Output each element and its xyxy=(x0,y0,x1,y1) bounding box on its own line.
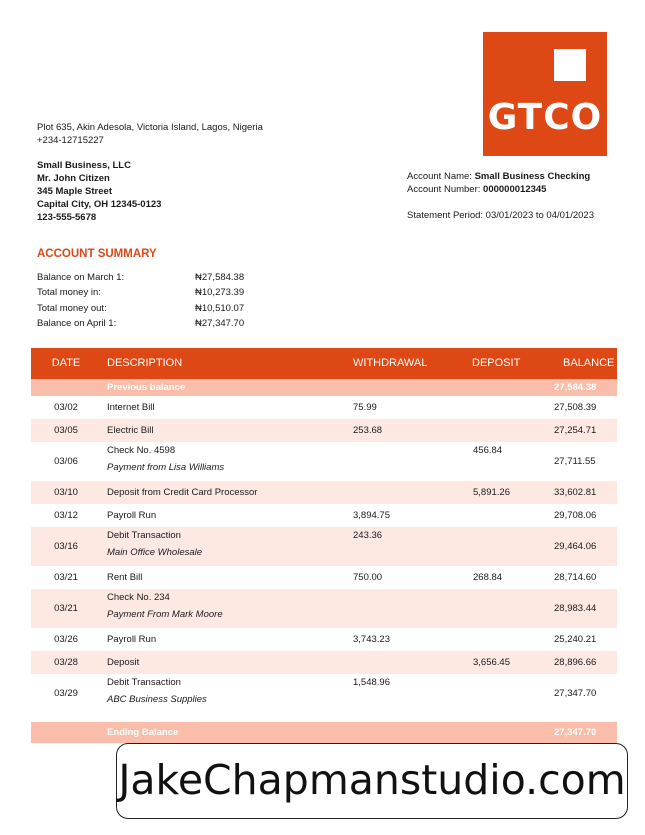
cell-description: Payroll Run xyxy=(107,510,157,521)
customer-block xyxy=(37,159,161,224)
cell-date: 03/28 xyxy=(54,657,78,668)
header-balance: BALANCE xyxy=(563,357,615,369)
customer-name: Mr. John Citizen xyxy=(37,173,110,184)
cell-description: Check No. 4598 xyxy=(107,445,176,456)
cell-date: 03/26 xyxy=(54,634,78,645)
cell-balance: 27,711.55 xyxy=(554,456,596,467)
statement-period: Statement Period: 03/01/2023 to 04/01/2023 xyxy=(407,210,594,221)
summary-label: Total money out: xyxy=(37,302,107,314)
cell-balance: 29,464.06 xyxy=(554,541,597,552)
previous-balance-value: 27,584.38 xyxy=(554,382,597,393)
account-name-value: Small Business Checking xyxy=(474,171,591,182)
table-spacer xyxy=(31,713,617,722)
cell-date: 03/16 xyxy=(54,541,78,552)
cell-description-detail: Payment From Mark Moore xyxy=(107,609,223,620)
account-number-label: Account Number: xyxy=(407,184,481,195)
cell-date: 03/10 xyxy=(54,487,78,498)
summary-value: ₦27,347.70 xyxy=(195,317,245,329)
summary-label: Total money in: xyxy=(37,287,101,299)
cell-date: 03/12 xyxy=(54,510,78,521)
account-summary-title: ACCOUNT SUMMARY xyxy=(37,248,157,260)
cell-balance: 27,347.70 xyxy=(554,688,597,699)
cell-description-detail: Main Office Wholesale xyxy=(107,547,203,558)
cell-balance: 25,240.21 xyxy=(554,634,597,645)
cell-deposit: 5,891.26 xyxy=(473,487,510,498)
cell-balance: 27,254.71 xyxy=(554,425,597,436)
table-row xyxy=(31,396,617,419)
cell-withdrawal: 75.99 xyxy=(353,402,377,413)
cell-description: Electric Bill xyxy=(107,425,154,436)
customer-phone: 123-555-5678 xyxy=(37,212,97,223)
account-number-value: 000000012345 xyxy=(483,184,547,195)
bank-logo xyxy=(483,32,607,156)
transaction-rows xyxy=(31,396,617,713)
cell-description: Rent Bill xyxy=(107,572,143,583)
cell-date: 03/05 xyxy=(54,425,78,436)
summary-label: Balance on April 1: xyxy=(37,317,117,329)
cell-description: Debit Transaction xyxy=(107,530,181,541)
cell-date: 03/06 xyxy=(54,456,78,467)
ending-balance-value: 27,347.70 xyxy=(554,727,597,738)
table-row xyxy=(31,674,617,713)
cell-description: Deposit from Credit Card Processor xyxy=(107,487,258,498)
header-description: DESCRIPTION xyxy=(107,357,183,369)
table-row xyxy=(31,589,617,628)
summary-value: ₦10,273.39 xyxy=(195,287,245,299)
cell-withdrawal: 750.00 xyxy=(353,572,383,583)
cell-balance: 28,896.66 xyxy=(554,657,597,668)
customer-company: Small Business, LLC xyxy=(37,160,131,171)
cell-date: 03/29 xyxy=(54,688,78,699)
cell-withdrawal: 243.36 xyxy=(353,530,383,541)
table-header xyxy=(31,348,617,379)
transactions-table xyxy=(31,348,617,743)
cell-withdrawal: 1,548.96 xyxy=(353,677,390,688)
watermark: JakeChapmanstudio.com xyxy=(116,743,628,819)
cell-description: Check No. 234 xyxy=(107,592,170,603)
bank-phone: +234-12715227 xyxy=(37,135,104,146)
cell-date: 03/21 xyxy=(54,603,78,614)
logo-square-icon xyxy=(554,49,586,81)
cell-description-detail: Payment from Lisa Williams xyxy=(107,462,225,473)
cell-description: Deposit xyxy=(107,657,140,668)
table-row xyxy=(31,419,617,442)
header-withdrawal: WITHDRAWAL xyxy=(353,357,428,369)
cell-balance: 27,508.39 xyxy=(554,402,597,413)
summary-label: Balance on March 1: xyxy=(37,272,125,283)
cell-balance: 28,983.44 xyxy=(554,603,597,614)
cell-date: 03/02 xyxy=(54,402,78,413)
logo-text: GTCO xyxy=(487,97,603,138)
customer-street: 345 Maple Street xyxy=(37,186,112,197)
cell-description-detail: ABC Business Supplies xyxy=(107,694,207,705)
table-row xyxy=(31,566,617,589)
header-deposit: DEPOSIT xyxy=(472,357,521,369)
previous-balance-label: Previous balance xyxy=(107,382,186,393)
table-row xyxy=(31,442,617,481)
ending-balance-row xyxy=(31,722,617,743)
table-row xyxy=(31,651,617,674)
cell-withdrawal: 253.68 xyxy=(353,425,383,436)
customer-city: Capital City, OH 12345-0123 xyxy=(37,199,162,210)
cell-withdrawal: 3,743.23 xyxy=(353,634,390,645)
bank-address-block xyxy=(37,121,263,147)
cell-date: 03/21 xyxy=(54,572,78,583)
cell-description: Internet Bill xyxy=(107,402,155,413)
bank-address: Plot 635, Akin Adesola, Victoria Island, Lagos, Nigeria xyxy=(37,122,263,133)
header-date: DATE xyxy=(51,357,81,369)
cell-description: Debit Transaction xyxy=(107,677,181,688)
previous-balance-row xyxy=(31,379,617,396)
table-row xyxy=(31,504,617,527)
table-row xyxy=(31,481,617,504)
cell-deposit: 456.84 xyxy=(473,445,503,456)
cell-balance: 28,714.60 xyxy=(554,572,597,583)
ending-balance-label: Ending Balance xyxy=(107,727,179,738)
cell-balance: 33,602.81 xyxy=(554,487,597,498)
cell-description: Payroll Run xyxy=(107,634,157,645)
table-row xyxy=(31,628,617,651)
table-row xyxy=(31,527,617,566)
summary-value: ₦27,584.38 xyxy=(195,272,245,283)
cell-withdrawal: 3,894.75 xyxy=(353,510,390,521)
account-info xyxy=(407,170,590,196)
summary-value: ₦10,510.07 xyxy=(195,302,245,314)
account-name-label: Account Name: xyxy=(407,171,472,182)
cell-deposit: 3,656.45 xyxy=(473,657,510,668)
cell-deposit: 268.84 xyxy=(473,572,503,583)
cell-balance: 29,708.06 xyxy=(554,510,597,521)
